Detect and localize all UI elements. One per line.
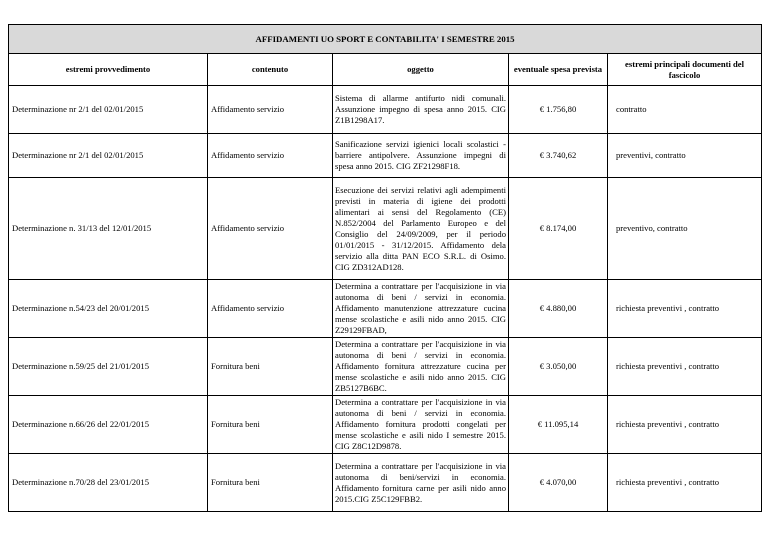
cell-contenuto: Fornitura beni: [208, 396, 333, 454]
cell-oggetto: Determina a contrattare per l'acquisizione in via autonoma di beni / servizi in economia. Affidamento fornitura attrezzature cucina per mense scolastiche e asili nido anno 2015. CIG ZB5127B6BC.: [333, 338, 509, 396]
cell-documenti: richiesta preventivi , contratto: [608, 454, 762, 512]
document-sheet: [8, 24, 761, 512]
header-spesa: eventuale spesa prevista: [509, 54, 608, 86]
header-estremi: estremi provvedimento: [9, 54, 208, 86]
cell-documenti: contratto: [608, 86, 762, 134]
table-row: [9, 280, 762, 338]
cell-oggetto: Determina a contrattare per l'acquisizione in via autonoma di beni / servizi in economia. Affidamento manutenzione attrezzature cucina mense scolastiche e asili nido anno 2015. CIG Z29129FBAD,: [333, 280, 509, 338]
cell-spesa: € 3.050,00: [509, 338, 608, 396]
cell-documenti: richiesta preventivi , contratto: [608, 280, 762, 338]
cell-contenuto: Affidamento servizio: [208, 280, 333, 338]
cell-contenuto: Fornitura beni: [208, 454, 333, 512]
table-row: [9, 178, 762, 280]
cell-estremi: Determinazione n.59/25 del 21/01/2015: [9, 338, 208, 396]
table-title: AFFIDAMENTI UO SPORT E CONTABILITA' I SEMESTRE 2015: [9, 25, 762, 54]
table-row: [9, 396, 762, 454]
header-contenuto: contenuto: [208, 54, 333, 86]
cell-estremi: Determinazione n.66/26 del 22/01/2015: [9, 396, 208, 454]
cell-documenti: richiesta preventivi , contratto: [608, 396, 762, 454]
cell-oggetto: Determina a contrattare per l'acquisizione in via autonoma di beni/servizi in economia. Affidamento fornitura carne per asili nido anno 2015.CIG Z5C129FBB2.: [333, 454, 509, 512]
cell-estremi: Determinazione nr 2/1 del 02/01/2015: [9, 134, 208, 178]
affidamenti-table: [8, 24, 762, 512]
cell-oggetto: Sanificazione servizi igienici locali scolastici - barriere antipolvere. Assunzione impegni di spesa anno 2015. CIG ZF21298F18.: [333, 134, 509, 178]
cell-spesa: € 4.880,00: [509, 280, 608, 338]
table-row: [9, 338, 762, 396]
header-oggetto: oggetto: [333, 54, 509, 86]
cell-spesa: € 4.070,00: [509, 454, 608, 512]
cell-contenuto: Affidamento servizio: [208, 86, 333, 134]
table-row: [9, 454, 762, 512]
cell-estremi: Determinazione n.70/28 del 23/01/2015: [9, 454, 208, 512]
cell-spesa: € 8.174,00: [509, 178, 608, 280]
cell-oggetto: Esecuzione dei servizi relativi agli adempimenti previsti in materia di igiene dei prodotti alimentari ai sensi del Regolamento (CE) N.852/2004 del Parlamento Europeo e del Consiglio del 24/09/2009, per il periodo 01/01/2015 - 31/12/2015. Affidamento dela servizio alla ditta PAN ECO S.R.L. di Osimo. CIG ZD312AD128.: [333, 178, 509, 280]
cell-contenuto: Affidamento servizio: [208, 178, 333, 280]
cell-estremi: Determinazione n.54/23 del 20/01/2015: [9, 280, 208, 338]
cell-contenuto: Fornitura beni: [208, 338, 333, 396]
cell-spesa: € 11.095,14: [509, 396, 608, 454]
cell-contenuto: Affidamento servizio: [208, 134, 333, 178]
cell-documenti: richiesta preventivi , contratto: [608, 338, 762, 396]
header-documenti: estremi principali documenti del fascicolo: [608, 54, 762, 86]
cell-oggetto: Sistema di allarme antifurto nidi comunali. Assunzione impegno di spesa anno 2015. CIG Z1B1298A17.: [333, 86, 509, 134]
cell-documenti: preventivo, contratto: [608, 178, 762, 280]
cell-oggetto: Determina a contrattare per l'acquisizione in via autonoma di beni / servizi in economia. Affidamento fornitura prodotti congelati per mense scolastiche e asili nido I semestre 2015. CIG Z8C12D9878.: [333, 396, 509, 454]
cell-documenti: preventivi, contratto: [608, 134, 762, 178]
table-row: [9, 134, 762, 178]
table-row: [9, 86, 762, 134]
cell-estremi: Determinazione nr 2/1 del 02/01/2015: [9, 86, 208, 134]
cell-spesa: € 3.740,62: [509, 134, 608, 178]
cell-spesa: € 1.756,80: [509, 86, 608, 134]
cell-estremi: Determinazione n. 31/13 del 12/01/2015: [9, 178, 208, 280]
